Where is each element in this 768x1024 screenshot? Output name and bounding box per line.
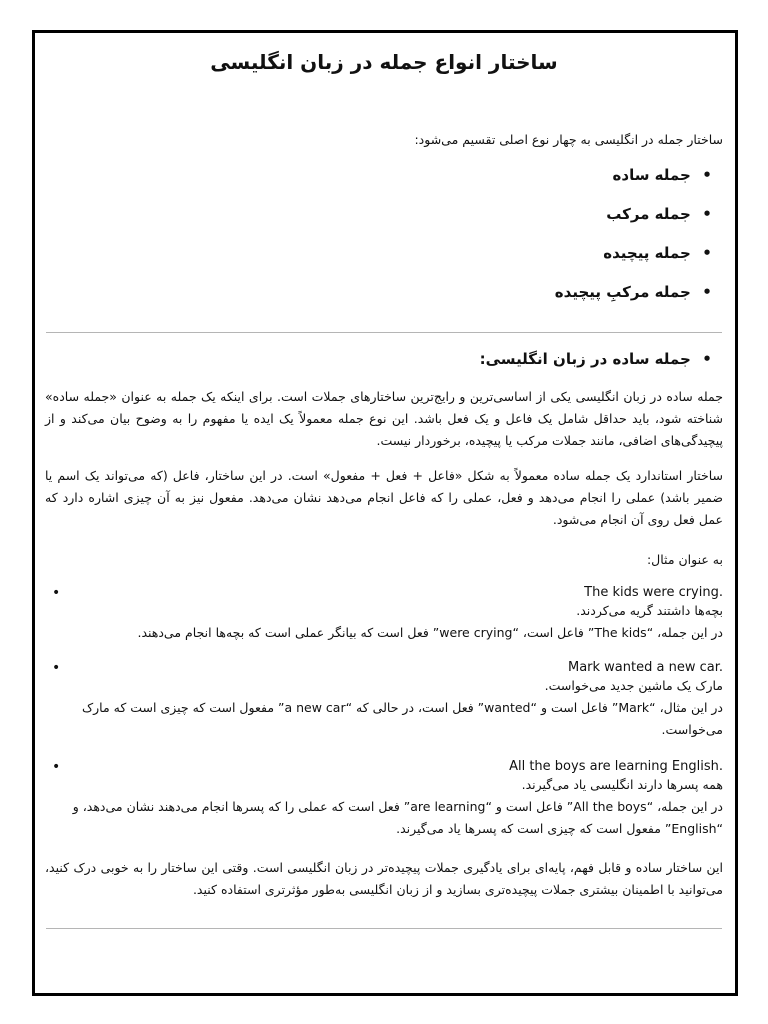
example-english: The kids were crying. • (72, 585, 723, 600)
intro-text: ساختار جمله در انگلیسی به چهار نوع اصلی تقسیم می‌شود: (414, 132, 723, 147)
example-explanation: در این مثال، “Mark” فاعل است و “wanted” فعل است، در حالی که “a new car” مفعول است که چیزی است که مارک می‌خواست. (81, 700, 723, 737)
example-english: Mark wanted a new car. • (72, 660, 723, 675)
example-item (72, 759, 723, 840)
paragraph: ساختار استاندارد یک جمله ساده معمولاً به شکل «فاعل + فعل + مفعول» است. در این ساختار، فاعل (که می‌تواند یک اسم یا ضمیر باشد) عملی را انجام می‌دهد و فعل، عملی را که فاعل انجام می‌دهد نشان می‌دهد. مفعول نیز به آن چیزی اشاره دارد که عمل فعل روی آن انجام می‌شود. (45, 468, 723, 527)
divider (46, 332, 722, 333)
example-translation: مارک یک ماشین جدید می‌خواست. (544, 678, 723, 693)
example-intro: به عنوان مثال: (646, 552, 723, 567)
divider (46, 928, 722, 929)
conclusion: این ساختار ساده و قابل فهم، پایه‌ای برای یادگیری جملات پیچیده‌تر در زبان انگلیسی است. وقتی این ساختار را به خوبی درک کنید، می‌توانید با اطمینان بیشتری جملات پیچیده‌تری بسازید و از زبان انگلیسی به‌طور مؤثرتری استفاده کنید. (45, 860, 723, 897)
example-explanation: در این جمله، “All the boys” فاعل است و “are learning” فعل است که عملی را که پسرها انجام می‌دهند نشان می‌دهد، و “English” مفعول است که چیزی است که پسرها یاد می‌گیرند. (72, 799, 723, 836)
list-item: • جمله پیچیده (603, 244, 712, 262)
example-english: All the boys are learning English. • (72, 759, 723, 774)
list-item: • جمله مرکب (606, 205, 712, 223)
example-item (72, 660, 723, 741)
example-item (72, 585, 723, 644)
section-heading: • جمله ساده در زبان انگلیسی: (479, 350, 712, 368)
example-explanation: در این جمله، “The kids” فاعل است، “were crying” فعل است که بیانگر عملی است که بچه‌ها انجام می‌دهند. (137, 625, 723, 640)
paragraph: جمله ساده در زبان انگلیسی یکی از اساسی‌ترین و رایج‌ترین ساختارهای جملات است. برای اینکه یک جمله به عنوان «جمله ساده» شناخته شود، باید حداقل شامل یک فاعل و یک فعل باشد. این نوع جمله معمولاً یک ایده یا مفهوم را به وضوح بیان می‌کند و از پیچیدگی‌های اضافی، مانند جملات مرکب یا پیچیده، برخوردار نیست. (45, 389, 723, 448)
example-translation: همه پسرها دارند انگلیسی یاد می‌گیرند. (521, 777, 723, 792)
list-item: • جمله مرکبِ پیچیده (554, 283, 712, 301)
list-item: • جمله ساده (612, 166, 712, 184)
example-translation: بچه‌ها داشتند گریه می‌کردند. (576, 603, 723, 618)
page-title: ساختار انواع جمله در زبان انگلیسی (210, 50, 558, 74)
